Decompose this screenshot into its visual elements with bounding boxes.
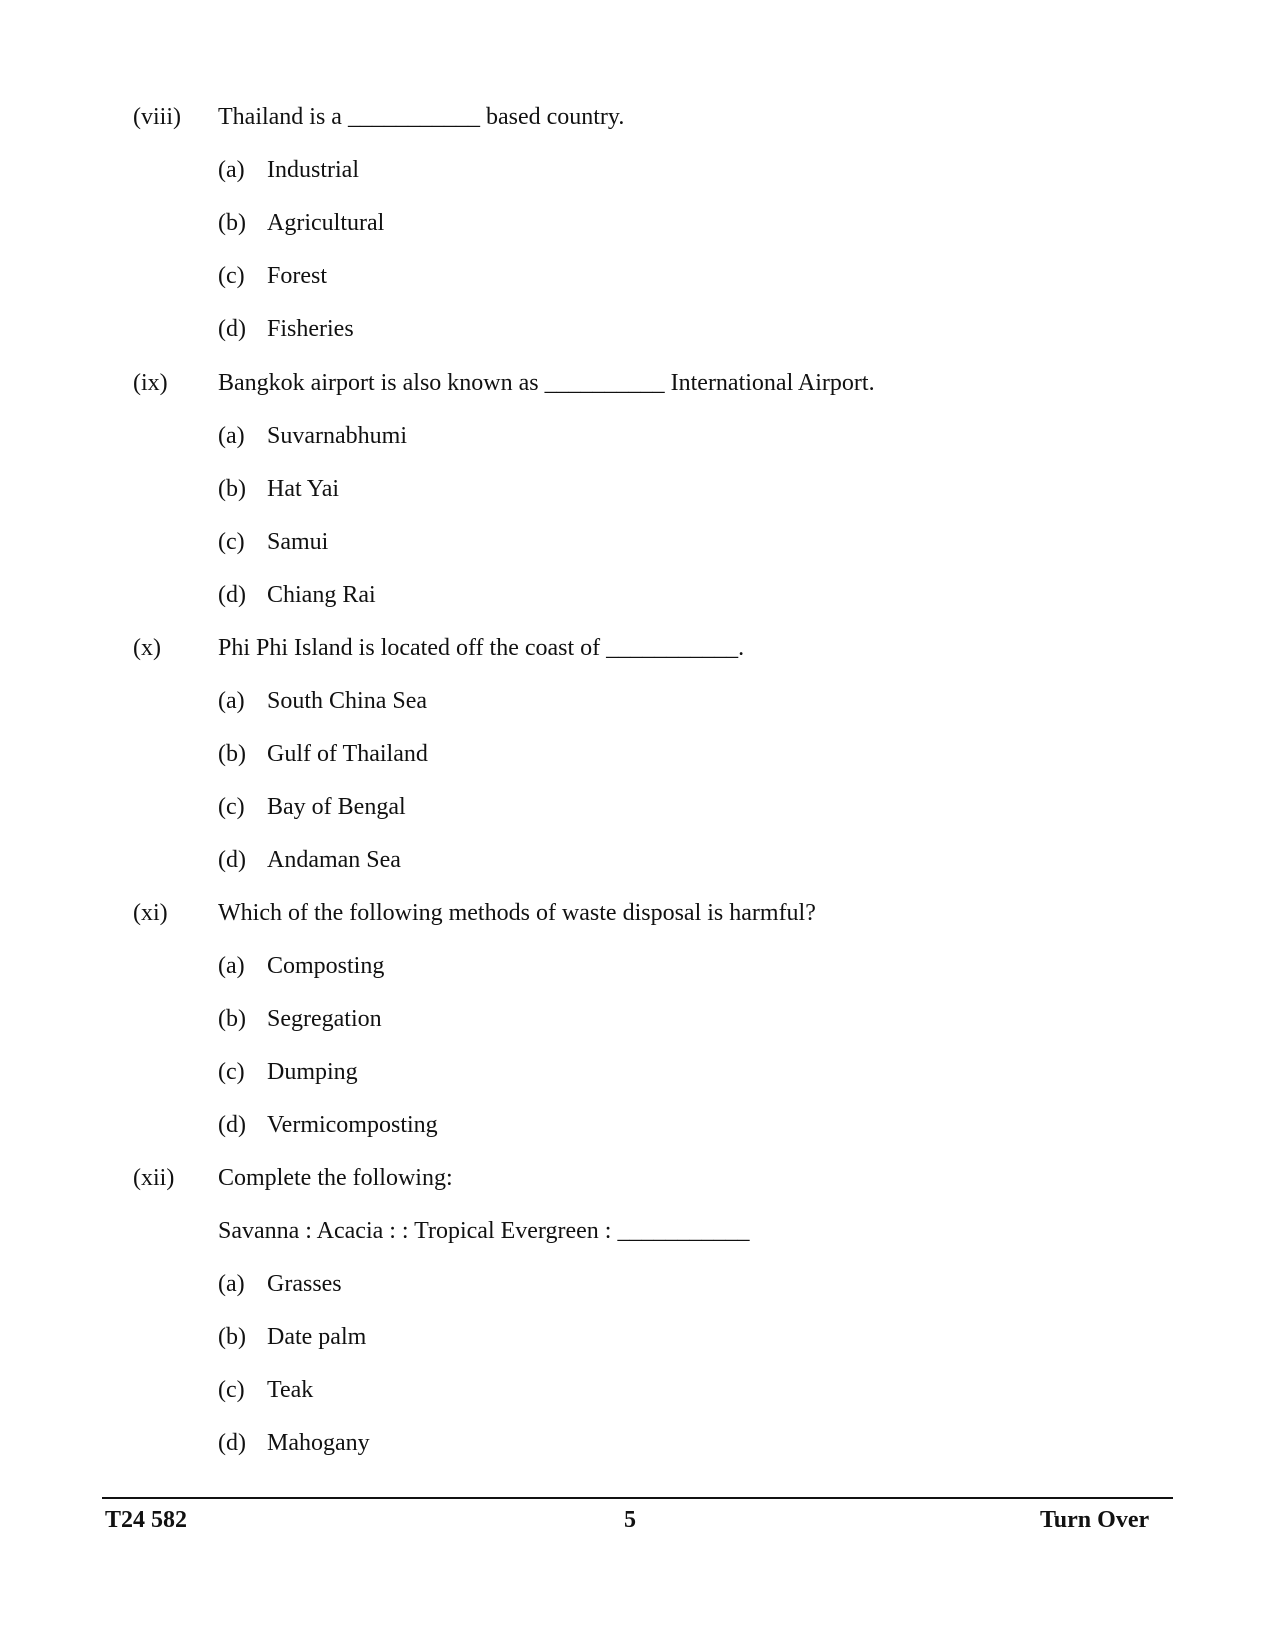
option-text: Suvarnabhumi	[267, 423, 407, 449]
option-text: Industrial	[267, 157, 359, 183]
option-text: Agricultural	[267, 210, 385, 236]
option-letter: (c)	[218, 794, 245, 820]
option-text: Samui	[267, 529, 329, 555]
option-text: Forest	[267, 263, 327, 289]
option-letter: (b)	[218, 210, 246, 236]
option-letter: (b)	[218, 741, 246, 767]
option-text: Fisheries	[267, 316, 354, 342]
option-letter: (d)	[218, 1112, 246, 1138]
option-letter: (c)	[218, 1377, 245, 1403]
option-text: Vermicomposting	[267, 1112, 438, 1138]
option-text: Bay of Bengal	[267, 794, 406, 820]
option-text: Grasses	[267, 1271, 342, 1297]
question-number: (x)	[133, 635, 161, 661]
footer-divider	[102, 1497, 1173, 1499]
option-letter: (a)	[218, 1271, 245, 1297]
option-text: Mahogany	[267, 1430, 370, 1456]
paper-code: T24 582	[105, 1507, 188, 1533]
option-text: Segregation	[267, 1006, 382, 1032]
question-text: Phi Phi Island is located off the coast of ___________.	[218, 635, 745, 661]
option-text: Date palm	[267, 1324, 367, 1350]
option-letter: (b)	[218, 1006, 246, 1032]
option-letter: (a)	[218, 953, 245, 979]
question-text: Complete the following:	[218, 1165, 453, 1191]
question-number: (xi)	[133, 900, 168, 926]
option-letter: (c)	[218, 1059, 245, 1085]
option-letter: (b)	[218, 476, 246, 502]
option-letter: (c)	[218, 263, 245, 289]
option-letter: (a)	[218, 688, 245, 714]
option-letter: (d)	[218, 582, 246, 608]
option-text: Teak	[267, 1377, 314, 1403]
question-number: (ix)	[133, 370, 168, 396]
question-text: Bangkok airport is also known as __________ International Airport.	[218, 370, 875, 396]
option-text: South China Sea	[267, 688, 427, 714]
question-text: Thailand is a ___________ based country.	[218, 104, 625, 130]
option-letter: (d)	[218, 847, 246, 873]
option-letter: (a)	[218, 423, 245, 449]
page-number: 5	[624, 1507, 636, 1533]
option-text: Dumping	[267, 1059, 358, 1085]
option-text: Andaman Sea	[267, 847, 401, 873]
question-analogy: Savanna : Acacia : : Tropical Evergreen : ___________	[218, 1218, 750, 1244]
question-number: (viii)	[133, 104, 181, 130]
question-text: Which of the following methods of waste disposal is harmful?	[218, 900, 816, 926]
option-letter: (d)	[218, 316, 246, 342]
option-letter: (d)	[218, 1430, 246, 1456]
option-letter: (a)	[218, 157, 245, 183]
option-text: Chiang Rai	[267, 582, 376, 608]
option-letter: (c)	[218, 529, 245, 555]
option-text: Gulf of Thailand	[267, 741, 428, 767]
question-number: (xii)	[133, 1165, 175, 1191]
turn-over-label: Turn Over	[1040, 1507, 1150, 1533]
option-text: Composting	[267, 953, 385, 979]
option-text: Hat Yai	[267, 476, 340, 502]
option-letter: (b)	[218, 1324, 246, 1350]
